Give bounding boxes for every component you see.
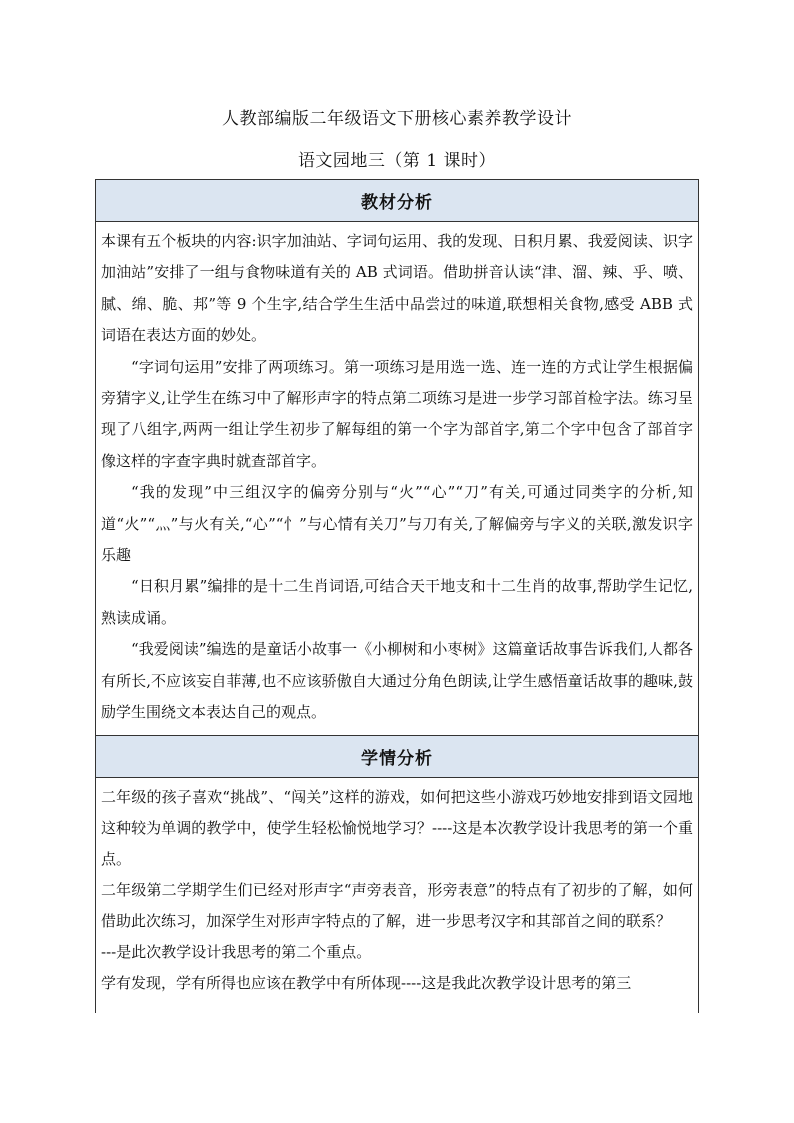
paragraph: “日积月累”编排的是十二生肖词语,可结合天干地支和十二生肖的故事,帮助学生记忆,熟读成诵。: [101, 577, 693, 627]
section-header-learner-analysis: 学情分析: [96, 736, 698, 778]
paragraph: “字词句运用”安排了两项练习。第一项练习是用选一选、连一连的方式让学生根据偏旁猜字义,让学生在练习中了解形声字的特点第二项练习是进一步学习部首检字法。练习呈现了八组字,两两一组让学生初步了解每组的第一个字为部首字,第二个字中包含了部首字像这样的字查字典时就查部首字。: [101, 357, 693, 470]
paragraph: 二年级的孩子喜欢“挑战”、“闯关”这样的游戏，如何把这些小游戏巧妙地安排到语文园地这种较为单调的教学中，使学生轻松愉悦地学习？----这是本次教学设计我思考的第一个重点。: [101, 787, 693, 868]
document-title: 人教部编版二年级语文下册核心素养教学设计: [222, 109, 572, 129]
section-header-textbook-analysis: 教材分析: [96, 180, 698, 222]
section-body-learner-analysis: [96, 778, 698, 999]
paragraph: 本课有五个板块的内容:识字加油站、字词句运用、我的发现、日积月累、我爱阅读、识字加油站”安排了一组与食物味道有关的 AB 式词语。借助拼音认读“津、溜、辣、乎、喷、腻、绵、脆、邦”等 9 个生字,结合学生生活中品尝过的味道,联想相关食物,感受 ABB 式词语在表达方面的妙处。: [101, 232, 693, 345]
paragraph: 二年级第二学期学生们已经对形声字“声旁表音，形旁表意”的特点有了初步的了解，如何借助此次练习，加深学生对形声字特点的了解，进一步思考汉字和其部首之间的联系？: [101, 880, 693, 930]
section-body-textbook-analysis: [96, 222, 698, 736]
paragraph: “我的发现”中三组汉字的偏旁分别与“火”“心”“刀”有关,可通过同类字的分析,知道“火”“灬”与火有关,“心”“忄”与心情有关刀”与刀有关,了解偏旁与字义的关联,激发识字乐趣: [101, 483, 693, 565]
paragraph: ---是此次教学设计我思考的第二个重点。: [101, 942, 372, 961]
document-subtitle: 语文园地三（第 1 课时）: [297, 151, 497, 171]
paragraph: 学有发现，学有所得也应该在教学中有所体现----这是我此次教学设计思考的第三: [101, 973, 632, 992]
lesson-design-table: [95, 179, 699, 1013]
paragraph: “我爱阅读”编选的是童话小故事一《小柳树和小枣树》这篇童话故事告诉我们,人都各有所长,不应该妄自菲薄,也不应该骄傲自大通过分角色朗读,让学生感悟童话故事的趣味,鼓励学生围绕文本表达自己的观点。: [101, 640, 693, 722]
